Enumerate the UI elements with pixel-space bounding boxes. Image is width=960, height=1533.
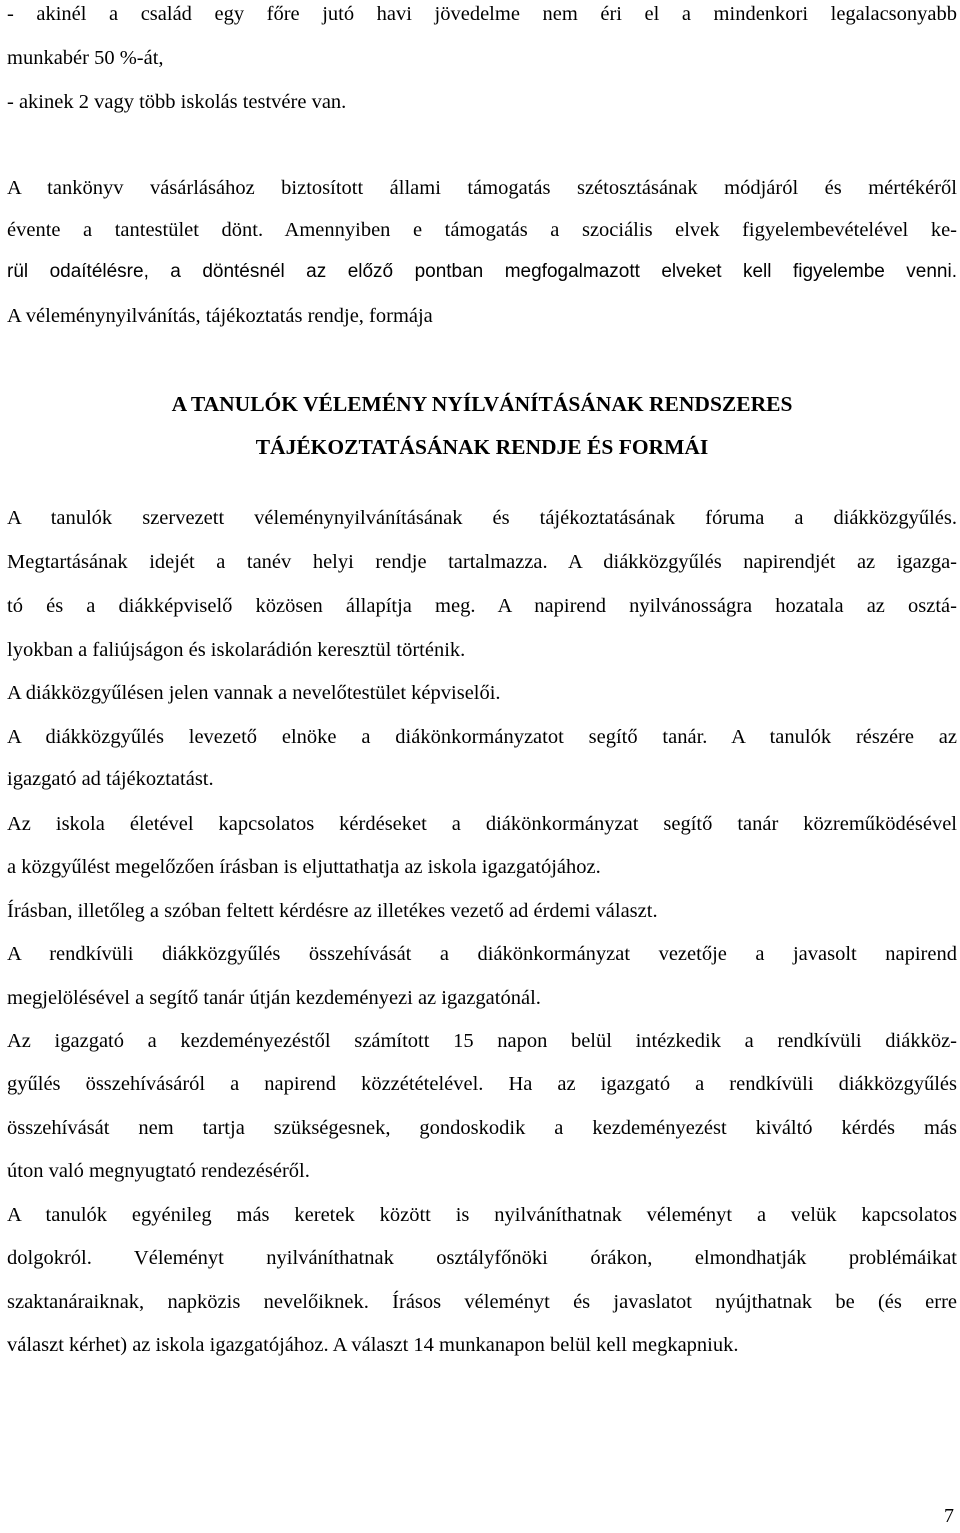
support-line-3: rül odaítélésre, a döntésnél az előző pontban megfogalmazott elveket kell figyelembe venni. bbox=[7, 261, 957, 282]
body-line-14: gyűlés összehívásáról a napirend közzétételével. Ha az igazgató a rendkívüli diákközgyűlés bbox=[7, 1073, 957, 1095]
page-number: 7 bbox=[944, 1505, 954, 1527]
list-line-3: - akinek 2 vagy több iskolás testvére van. bbox=[7, 91, 347, 113]
body-line-20: választ kérhet) az iskola igazgatójához. A választ 14 munkanapon belül kell megkapniuk. bbox=[7, 1334, 739, 1356]
body-line-16: úton való megnyugtató rendezéséről. bbox=[7, 1160, 310, 1182]
body-line-8: Az iskola életével kapcsolatos kérdéseket a diákönkormányzat segítő tanár közreműködésével bbox=[7, 813, 957, 835]
body-line-2: Megtartásának idejét a tanév helyi rendje tartalmazza. A diákközgyűlés napirendjét az igazga- bbox=[7, 551, 957, 573]
body-line-6: A diákközgyűlés levezető elnöke a diákönkormányzatot segítő tanár. A tanulók részére az bbox=[7, 726, 957, 748]
body-line-13: Az igazgató a kezdeményezéstől számított 15 napon belül intézkedik a rendkívüli diákköz- bbox=[7, 1030, 957, 1052]
list-line-2: munkabér 50 %-át, bbox=[7, 47, 164, 69]
body-line-15: összehívását nem tartja szükségesnek, gondoskodik a kezdeményezést kiváltó kérdés más bbox=[7, 1117, 957, 1139]
body-line-9: a közgyűlést megelőzően írásban is eljuttathatja az iskola igazgatójához. bbox=[7, 856, 601, 878]
body-line-12: megjelölésével a segítő tanár útján kezdeményezi az igazgatónál. bbox=[7, 987, 541, 1009]
body-line-3: tó és a diákképviselő közösen állapítja meg. A napirend nyilvánosságra hozatala az osztá- bbox=[7, 595, 957, 617]
body-line-7: igazgató ad tájékoztatást. bbox=[7, 768, 214, 790]
body-line-17: A tanulók egyénileg más keretek között is nyilváníthatnak véleményt a velük kapcsolatos bbox=[7, 1204, 957, 1226]
body-line-1: A tanulók szervezett véleménynyilvánításának és tájékoztatásának fóruma a diákközgyűlés. bbox=[7, 507, 957, 529]
list-line-1: - akinél a család egy főre jutó havi jövedelme nem éri el a mindenkori legalacsonyabb bbox=[7, 3, 957, 25]
body-line-18: dolgokról. Véleményt nyilváníthatnak osztályfőnöki órákon, elmondhatják problémáikat bbox=[7, 1247, 957, 1269]
section-heading-line-1: A TANULÓK VÉLEMÉNY NYÍLVÁNÍTÁSÁNAK RENDSZERES bbox=[171, 392, 793, 416]
body-line-11: A rendkívüli diákközgyűlés összehívását a diákönkormányzat vezetője a javasolt napirend bbox=[7, 943, 957, 965]
body-line-19: szaktanáraiknak, napközis nevelőiknek. Írásos véleményt és javaslatot nyújthatnak be (és erre bbox=[7, 1291, 957, 1313]
body-line-5: A diákközgyűlésen jelen vannak a nevelőtestület képviselői. bbox=[7, 682, 501, 704]
support-line-4: A véleménynyilvánítás, tájékoztatás rendje, formája bbox=[7, 305, 433, 327]
body-line-10: Írásban, illetőleg a szóban feltett kérdésre az illetékes vezető ad érdemi választ. bbox=[7, 900, 658, 922]
body-line-4: lyokban a faliújságon és iskolarádión keresztül történik. bbox=[7, 639, 466, 661]
support-line-2: évente a tantestület dönt. Amennyiben e támogatás a szociális elvek figyelembevételével ke- bbox=[7, 219, 957, 241]
section-heading-line-2: TÁJÉKOZTATÁSÁNAK RENDJE ÉS FORMÁI bbox=[255, 435, 709, 459]
support-line-1: A tankönyv vásárlásához biztosított állami támogatás szétosztásának módjáról és mértékéről bbox=[7, 177, 957, 199]
